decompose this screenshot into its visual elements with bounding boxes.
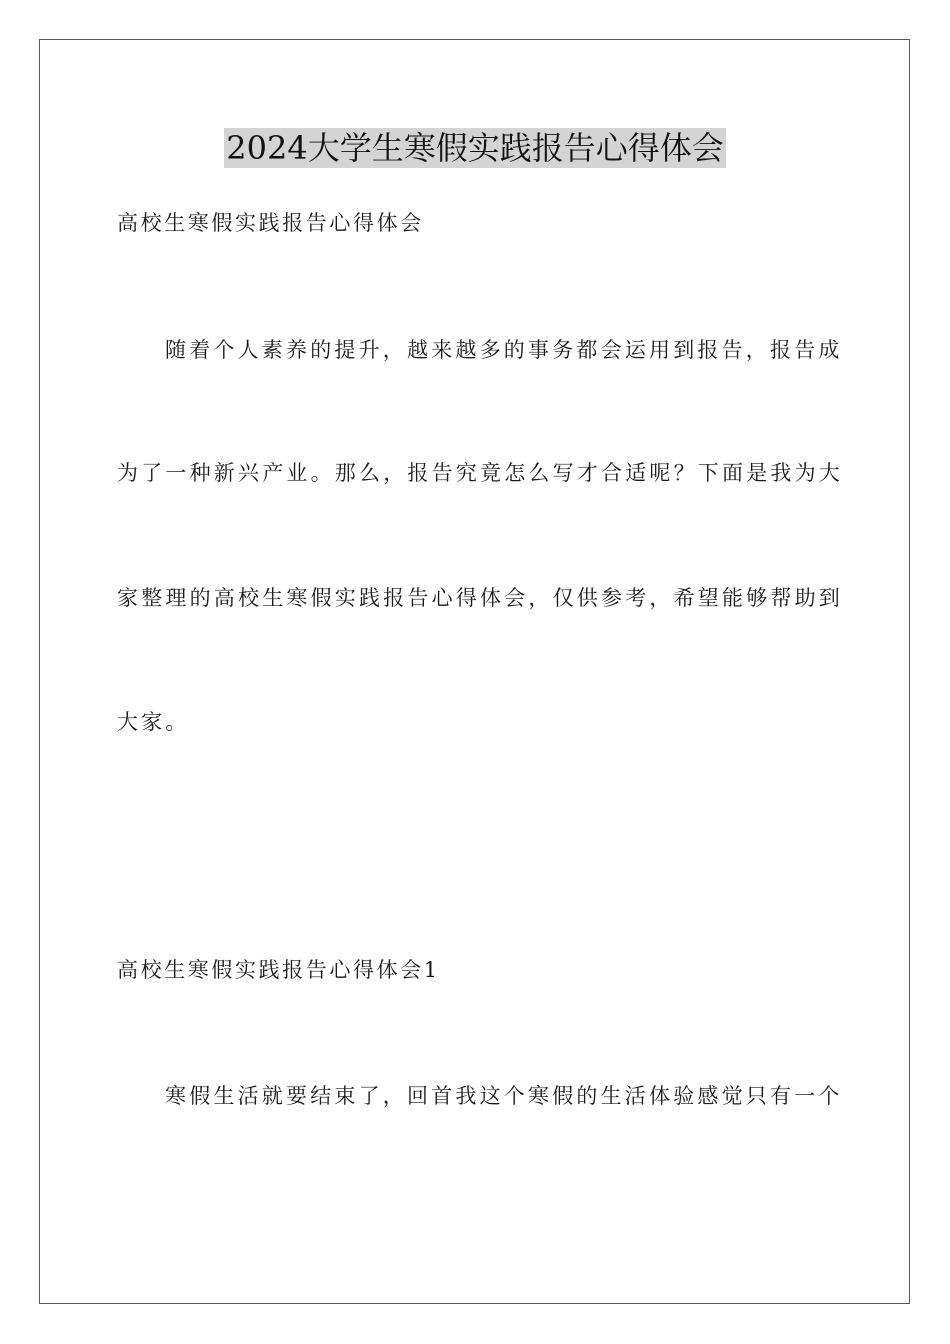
document-title: 2024大学生寒假实践报告心得体会 bbox=[226, 129, 724, 167]
section-heading: 高校生寒假实践报告心得体会1 bbox=[117, 958, 440, 982]
intro-line-4: 大家。 bbox=[117, 710, 190, 734]
title-container bbox=[0, 128, 950, 168]
section-line-1: 寒假生活就要结束了，回首我这个寒假的生活体验感觉只有一个 bbox=[165, 1084, 843, 1108]
intro-line-3: 家整理的高校生寒假实践报告心得体会，仅供参考，希望能够帮助到 bbox=[117, 586, 843, 610]
intro-line-1: 随着个人素养的提升，越来越多的事务都会运用到报告，报告成 bbox=[165, 338, 843, 362]
document-subtitle: 高校生寒假实践报告心得体会 bbox=[117, 211, 424, 235]
intro-line-2: 为了一种新兴产业。那么，报告究竟怎么写才合适呢？下面是我为大 bbox=[117, 461, 843, 485]
